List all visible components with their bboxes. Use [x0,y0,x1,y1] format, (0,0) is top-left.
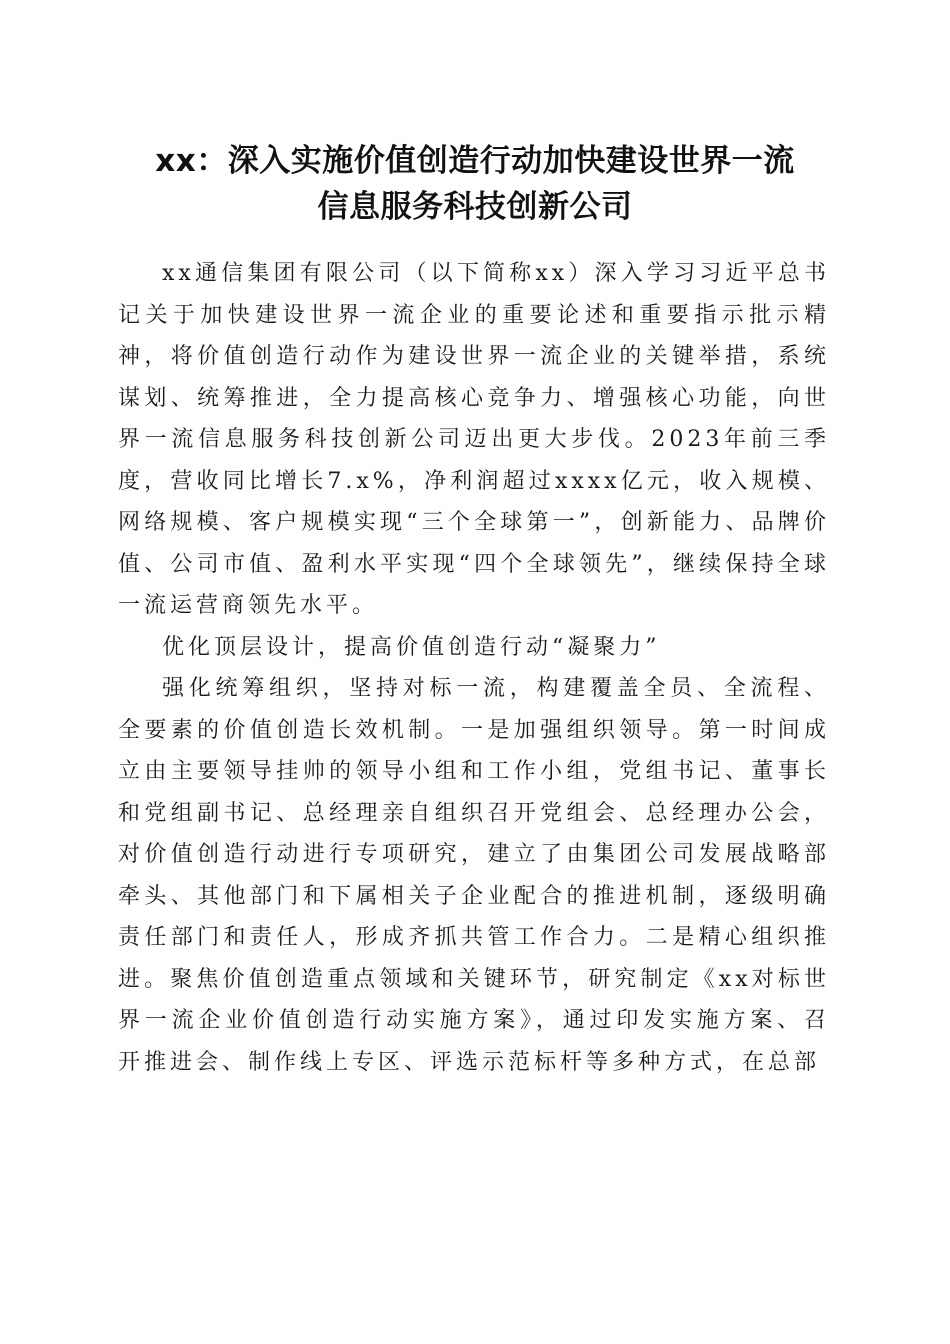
paragraph-intro: xx通信集团有限公司（以下简称xx）深入学习习近平总书记关于加快建设世界一流企业的重要论述和重要指示批示精神，将价值创造行动作为建设世界一流企业的关键举措，系统谋划、统筹推进，全力提高核心竞争力、增强核心功能，向世界一流信息服务科技创新公司迈出更大步伐。2023年前三季度，营收同比增长7.x%，净利润超过xxxx亿元，收入规模、网络规模、客户规模实现“三个全球第一”，创新能力、品牌价值、公司市值、盈利水平实现“四个全球领先”，继续保持全球一流运营商领先水平。 [118,261,830,618]
paragraph-organization: 强化统筹组织，坚持对标一流，构建覆盖全员、全流程、全要素的价值创造长效机制。一是加强组织领导。第一时间成立由主要领导挂帅的领导小组和工作小组，党组书记、董事长和党组副书记、总经理亲自组织召开党组会、总经理办公会，对价值创造行动进行专项研究，建立了由集团公司发展战略部牵头、其他部门和下属相关子企业配合的推进机制，逐级明确责任部门和责任人，形成齐抓共管工作合力。二是精心组织推进。聚焦价值创造重点领域和关键环节，研究制定《xx对标世界一流企业价值创造行动实施方案》，通过印发实施方案、召开推进会、制作线上专区、评选示范标杆等多种方式，在总部 [118,676,830,1075]
title-line-1: xx：深入实施价值创造行动加快建设世界一流 [155,143,795,179]
document-body [118,253,830,1083]
title-line-2: 信息服务科技创新公司 [317,189,633,225]
document-title [110,138,840,230]
section-heading: 优化顶层设计，提高价值创造行动“凝聚力” [162,634,661,660]
